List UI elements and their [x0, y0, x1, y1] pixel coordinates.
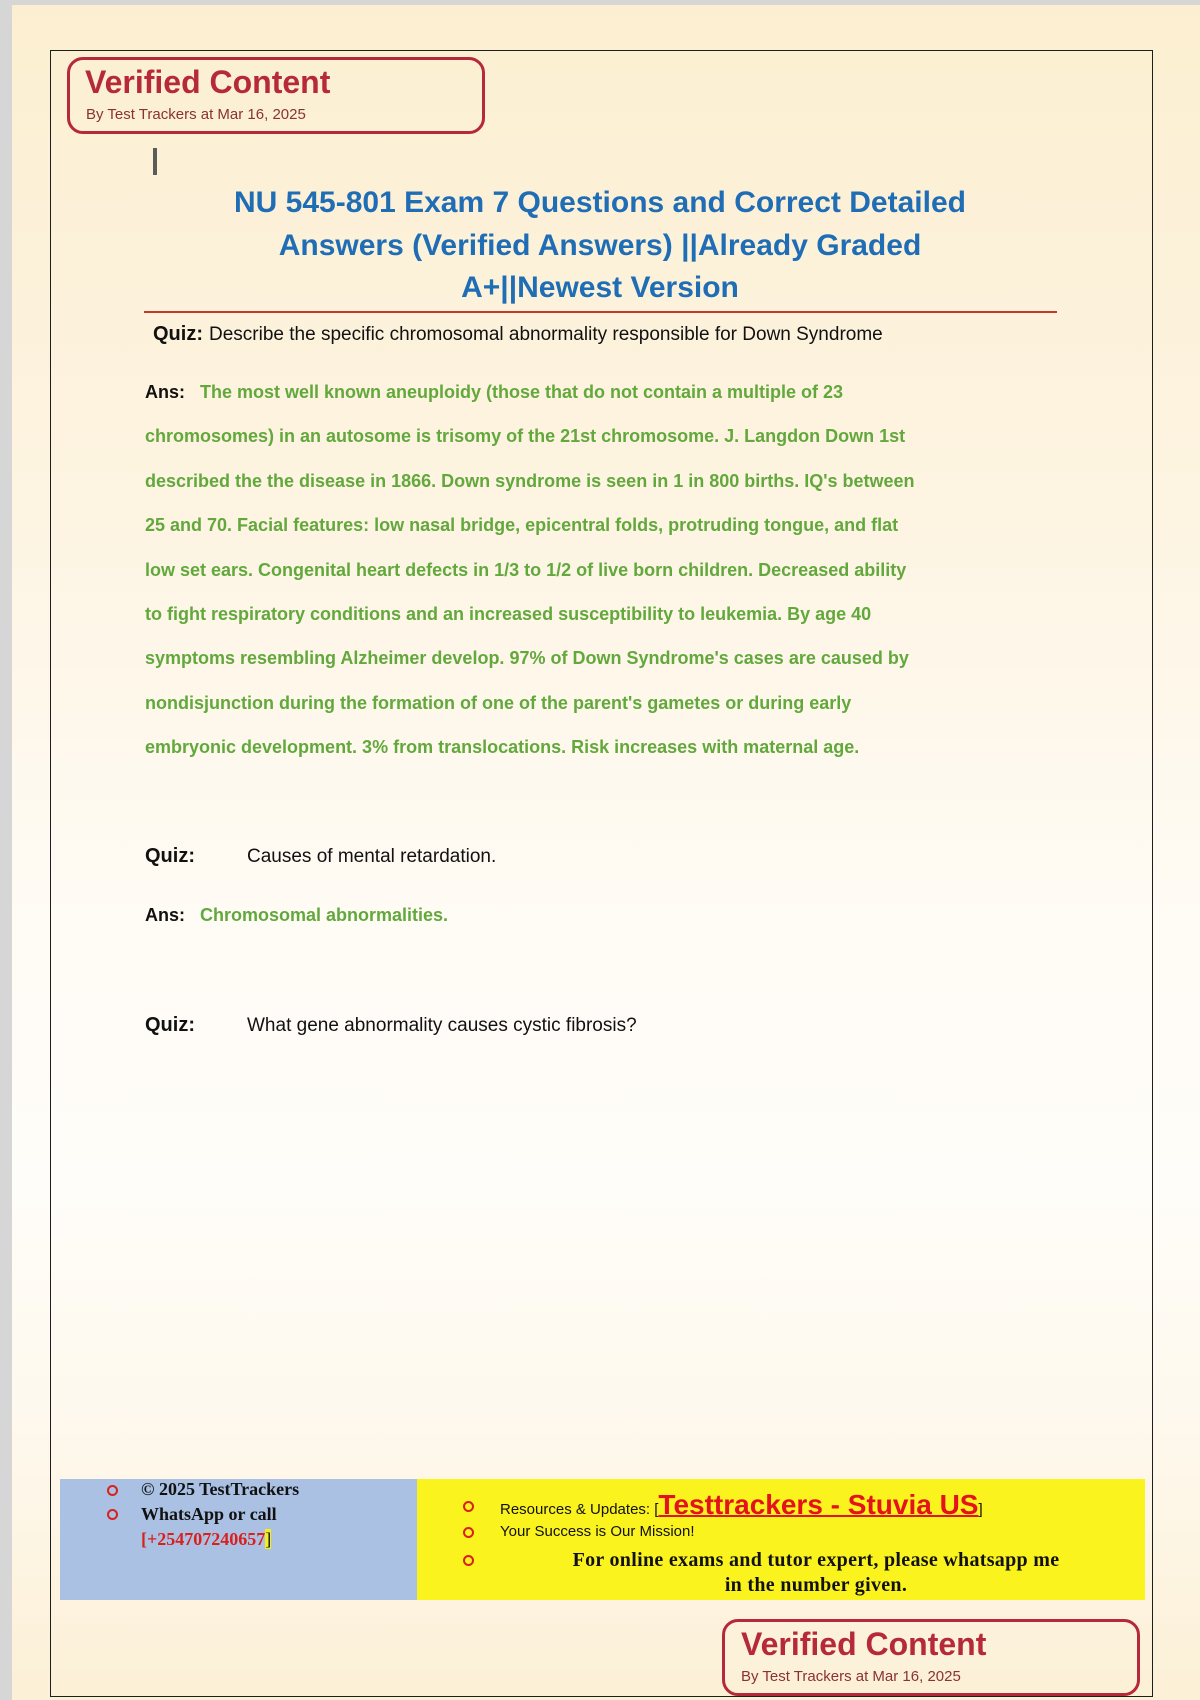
question-text: What gene abnormality causes cystic fibrosis?: [247, 1015, 637, 1036]
stamp-subtitle: By Test Trackers at Mar 16, 2025: [86, 106, 306, 123]
bullet-icon: [107, 1509, 118, 1520]
title-underline: [144, 311, 1057, 313]
answer-2: [145, 902, 448, 930]
footer-contact-box: [60, 1479, 417, 1600]
phone-text: [+254707240657: [141, 1529, 266, 1549]
answer-line: to fight respiratory conditions and an increased susceptibility to leukemia. By age 40: [145, 603, 872, 624]
copyright-text: © 2025 TestTrackers: [141, 1479, 300, 1499]
answer-line: 25 and 70. Facial features: low nasal bridge, epicentral folds, protruding tongue, and flat: [145, 515, 899, 536]
question-text: Causes of mental retardation.: [247, 846, 497, 867]
title-line: A+||Newest Version: [461, 271, 739, 304]
answer-text: Chromosomal abnormalities.: [200, 905, 449, 925]
tutor-note-line: For online exams and tutor expert, please whatsapp me: [572, 1549, 1060, 1571]
stamp-subtitle: By Test Trackers at Mar 16, 2025: [741, 1668, 961, 1685]
quiz-label: Quiz:: [145, 845, 195, 867]
resources-link[interactable]: Testtrackers - Stuvia US: [658, 1489, 979, 1520]
answer-1: [145, 370, 1085, 770]
quiz-question-2: [145, 843, 496, 871]
answer-text: The most well known aneuploidy (those that do not contain a multiple of 23: [200, 382, 844, 402]
bullet-icon: [463, 1527, 474, 1538]
text-cursor-icon: [153, 148, 157, 175]
resources-label: Resources & Updates: [: [500, 1501, 659, 1518]
bullet-icon: [463, 1501, 474, 1512]
tutor-note-line: in the number given.: [724, 1574, 908, 1596]
verified-stamp-top: [67, 57, 485, 134]
stamp-title: Verified Content: [741, 1626, 987, 1662]
answer-label: Ans:: [145, 382, 185, 402]
document-title: [144, 182, 1056, 310]
answer-line: described the the disease in 1866. Down syndrome is seen in 1 in 800 births. IQ's between: [145, 470, 915, 491]
phone-number: [141, 1528, 271, 1550]
answer-line: chromosomes) in an autosome is trisomy of the 21st chromosome. J. Langdon Down 1st: [145, 426, 906, 447]
bullet-icon: [107, 1485, 118, 1496]
footer-resources-box: [417, 1479, 1145, 1600]
answer-line: [145, 370, 1085, 414]
answer-line: symptoms resembling Alzheimer develop. 97% of Down Syndrome's cases are caused by: [145, 648, 909, 669]
mission-text: Your Success is Our Mission!: [500, 1523, 695, 1540]
quiz-question-3: [145, 1012, 637, 1040]
resources-bracket: ]: [978, 1501, 983, 1518]
contact-label: WhatsApp or call: [141, 1504, 277, 1524]
quiz-question-1: [153, 321, 883, 349]
title-line: Answers (Verified Answers) ||Already Graded: [278, 228, 922, 262]
stamp-title: Verified Content: [85, 64, 331, 100]
verified-stamp-bottom: [722, 1619, 1140, 1696]
quiz-label: Quiz:: [153, 323, 203, 345]
phone-bracket: ]: [265, 1529, 272, 1549]
answer-label: Ans:: [145, 905, 185, 925]
title-line: NU 545-801 Exam 7 Questions and Correct Detailed: [234, 186, 966, 219]
answer-line: nondisjunction during the formation of one of the parent's gametes or during early: [145, 692, 852, 713]
question-text: Describe the specific chromosomal abnormality responsible for Down Syndrome: [209, 324, 883, 345]
quiz-label: Quiz:: [145, 1014, 195, 1036]
answer-line: low set ears. Congenital heart defects in 1/3 to 1/2 of live born children. Decreased ability: [145, 559, 907, 580]
answer-line: embryonic development. 3% from translocations. Risk increases with maternal age.: [145, 737, 860, 758]
bullet-icon: [463, 1555, 474, 1566]
